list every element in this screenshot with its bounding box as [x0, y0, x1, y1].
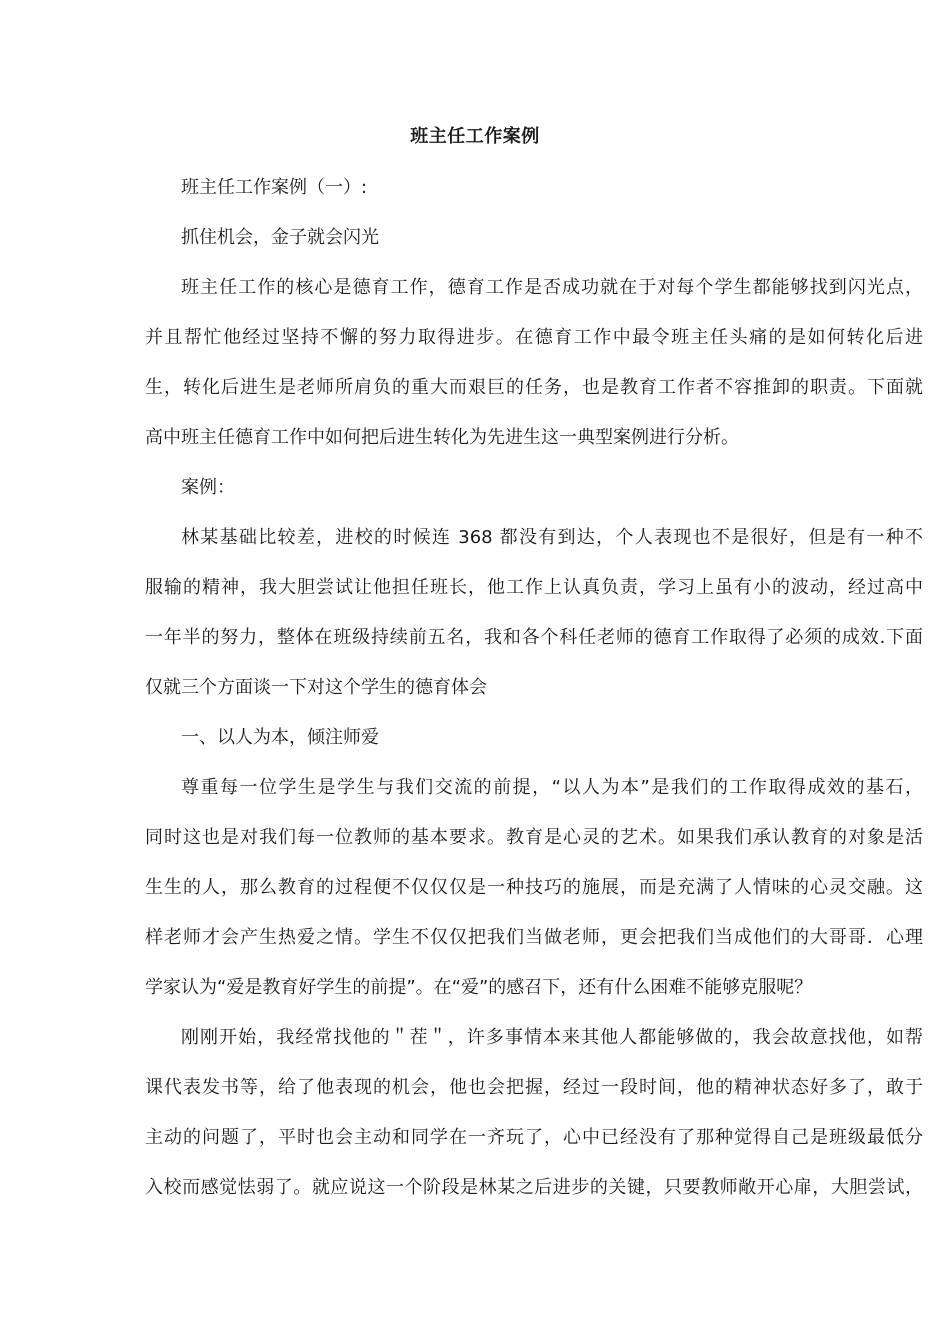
paragraph-line: 同时这也是对我们每一位教师的基本要求。教育是心灵的艺术。如果我们承认教育的对象是活 [145, 827, 923, 848]
paragraph-line: 尊重每一位学生是学生与我们交流的前提，“以人为本”是我们的工作取得成效的基石， [181, 777, 923, 798]
paragraph-line: 服输的精神，我大胆尝试让他担任班长，他工作上认真负责，学习上虽有小的波动，经过高中 [145, 577, 923, 598]
case-label: 案例： [181, 477, 235, 498]
subtitle-case-one: 班主任工作案例（一）: [181, 177, 368, 198]
paragraph-line: 样老师才会产生热爱之情。学生不仅仅把我们当做老师，更会把我们当成他们的大哥哥．心理 [145, 927, 923, 948]
paragraph-line: 课代表发书等，给了他表现的机会，他也会把握，经过一段时间，他的精神状态好多了，敢于 [145, 1077, 923, 1098]
paragraph-line: 高中班主任德育工作中如何把后进生转化为先进生这一典型案例进行分析。 [145, 427, 739, 448]
section-heading: 一、以人为本，倾注师爱 [181, 727, 379, 748]
case-heading: 抓住机会，金子就会闪光 [181, 227, 379, 248]
document-title: 班主任工作案例 [410, 126, 540, 147]
paragraph-line: 林某基础比较差，进校的时候连 368 都没有到达，个人表现也不是很好，但是有一种不 [181, 527, 923, 548]
paragraph-line: 学家认为“爱是教育好学生的前提”。在“爱”的感召下，还有什么困难不能够克服呢？ [145, 977, 813, 998]
paragraph-line: 生，转化后进生是老师所肩负的重大而艰巨的任务，也是教育工作者不容推卸的职责。下面就 [145, 377, 923, 398]
paragraph-line: 入校而感觉怯弱了。就应说这一个阶段是林某之后进步的关键，只要教师敞开心扉，大胆尝试， [145, 1177, 923, 1198]
paragraph-line: 一年半的努力，整体在班级持续前五名，我和各个科任老师的德育工作取得了必须的成效.下面 [145, 627, 923, 648]
paragraph-line: 并且帮忙他经过坚持不懈的努力取得进步。在德育工作中最令班主任头痛的是如何转化后进 [145, 327, 923, 348]
paragraph-line: 刚刚开始，我经常找他的＂茬＂，许多事情本来其他人都能够做的，我会故意找他，如帮 [181, 1027, 923, 1048]
paragraph-line: 仅就三个方面谈一下对这个学生的德育体会 [145, 677, 487, 698]
paragraph-line: 班主任工作的核心是德育工作，德育工作是否成功就在于对每个学生都能够找到闪光点， [181, 277, 923, 298]
paragraph-line: 生生的人，那么教育的过程便不仅仅仅是一种技巧的施展，而是充满了人情味的心灵交融。这 [145, 877, 923, 898]
paragraph-line: 主动的问题了，平时也会主动和同学在一齐玩了，心中已经没有了那种觉得自己是班级最低分 [145, 1127, 923, 1148]
